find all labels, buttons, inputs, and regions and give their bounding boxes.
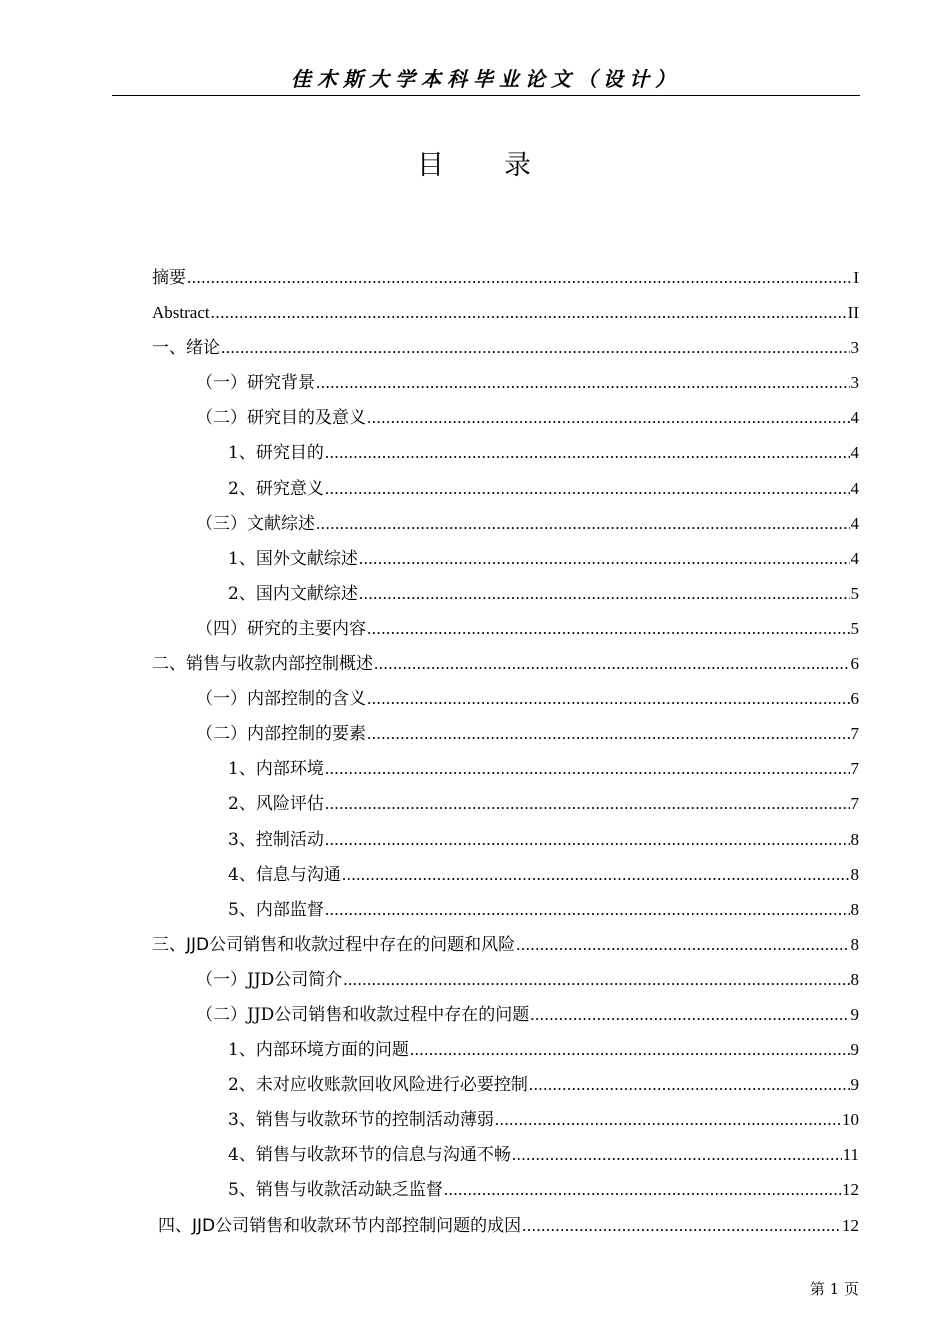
toc-heading-left: 目 (417, 150, 446, 181)
toc-leader-dots (516, 927, 849, 962)
toc-entry-label: 5、销售与收款活动缺乏监督 (228, 1180, 443, 1201)
toc-entry-label: 二、销售与收款内部控制概述 (152, 654, 373, 675)
page-number: 第 1 页 (809, 1280, 859, 1298)
toc-entry[interactable] (152, 751, 859, 786)
toc-entry[interactable] (152, 857, 859, 892)
toc-entry-label: （二）JJD公司销售和收款过程中存在的问题 (196, 1004, 530, 1025)
toc-entry[interactable] (152, 576, 859, 611)
toc-entry-page: 9 (850, 1075, 859, 1095)
toc-leader-dots (325, 786, 850, 821)
toc-entry[interactable] (152, 506, 859, 541)
toc-leader-dots (221, 330, 850, 365)
toc-leader-dots (529, 1067, 850, 1102)
toc-leader-dots (359, 576, 850, 611)
toc-entry-label: 3、销售与收款环节的控制活动薄弱 (228, 1110, 494, 1131)
toc-entry[interactable] (152, 365, 859, 400)
toc-leader-dots (187, 260, 852, 295)
toc-leader-dots (367, 681, 850, 716)
toc-entry[interactable] (152, 400, 859, 435)
toc-entry[interactable] (152, 822, 859, 857)
toc-entry-page: 4 (850, 513, 859, 533)
toc-entry-label: 1、国外文献综述 (228, 548, 358, 569)
toc-entry-page: 8 (850, 899, 859, 919)
toc-entry-page: 12 (842, 1180, 859, 1200)
toc-entry-label: 2、风险评估 (228, 794, 324, 815)
toc-entry[interactable] (152, 681, 859, 716)
document-header-title: 佳木斯大学本科毕业论文（设计） (291, 67, 681, 91)
toc-leader-dots (316, 365, 850, 400)
toc-entry[interactable] (152, 330, 859, 365)
toc-entry-label: 四、JJD公司销售和收款环节内部控制问题的成因 (158, 1215, 522, 1236)
toc-entry-page: 12 (842, 1215, 859, 1235)
toc-entry-page: 10 (842, 1110, 859, 1130)
toc-entry-page: 4 (850, 408, 859, 428)
toc-leader-dots (374, 646, 850, 681)
toc-entry-page: I (853, 268, 859, 287)
toc-entry-label: 4、销售与收款环节的信息与沟通不畅 (228, 1145, 511, 1166)
toc-leader-dots (325, 751, 850, 786)
toc-entry[interactable] (152, 471, 859, 506)
toc-entry-label: Abstract (152, 303, 210, 323)
toc-entry[interactable] (152, 927, 859, 962)
toc-entry-label: 4、信息与沟通 (228, 864, 341, 885)
toc-entry-page: 8 (850, 864, 859, 884)
toc-entry-label: （一）内部控制的含义 (196, 689, 366, 710)
toc-entry-page: 6 (850, 689, 859, 709)
toc-leader-dots (359, 541, 850, 576)
toc-entry-label: （四）研究的主要内容 (196, 618, 366, 639)
toc-heading-right: 录 (504, 150, 533, 181)
toc-entry-page: 3 (850, 338, 859, 358)
toc-leader-dots (512, 1137, 842, 1172)
toc-entry-label: 摘要 (152, 268, 186, 288)
toc-leader-dots (367, 400, 850, 435)
toc-entry[interactable] (152, 1067, 859, 1102)
toc-entry-label: 2、国内文献综述 (228, 583, 358, 604)
toc-entry-page: 8 (850, 969, 859, 989)
toc-entry-label: 1、内部环境方面的问题 (228, 1040, 409, 1061)
toc-entry-label: 2、未对应收账款回收风险进行必要控制 (228, 1075, 528, 1096)
toc-leader-dots (495, 1102, 841, 1137)
toc-entry-label: （二）内部控制的要素 (196, 724, 366, 745)
toc-entry-label: （一）研究背景 (196, 373, 315, 394)
toc-entry[interactable] (152, 962, 859, 997)
toc-leader-dots (325, 435, 850, 470)
toc-leader-dots (211, 295, 847, 330)
toc-entry-page: 8 (850, 829, 859, 849)
toc-leader-dots (325, 892, 850, 927)
toc-entry[interactable] (152, 716, 859, 751)
toc-entry[interactable] (152, 997, 859, 1032)
table-of-contents (152, 260, 859, 1243)
toc-entry[interactable] (152, 892, 859, 927)
toc-entry[interactable] (152, 435, 859, 470)
toc-entry-label: 1、研究目的 (228, 443, 324, 464)
toc-entry-label: 2、研究意义 (228, 478, 324, 499)
toc-entry-page: 3 (850, 373, 859, 393)
toc-entry[interactable] (152, 786, 859, 821)
toc-entry[interactable] (152, 611, 859, 646)
toc-entry-label: 三、JJD公司销售和收款过程中存在的问题和风险 (152, 934, 516, 955)
toc-leader-dots (367, 716, 850, 751)
toc-entry-page: 4 (850, 478, 859, 498)
toc-entry-label: （一）JJD公司简介 (196, 969, 343, 990)
toc-entry-page: 4 (850, 443, 859, 463)
toc-entry-label: 一、绪论 (152, 338, 220, 359)
toc-leader-dots (316, 506, 850, 541)
toc-entry-page: II (847, 303, 859, 323)
toc-entry[interactable] (152, 541, 859, 576)
toc-entry-page: 8 (850, 934, 859, 954)
header-rule (112, 95, 860, 96)
toc-entry[interactable] (152, 1172, 859, 1207)
toc-entry[interactable] (152, 1102, 859, 1137)
toc-entry-label: （三）文献综述 (196, 513, 315, 534)
toc-entry-page: 5 (850, 583, 859, 603)
toc-leader-dots (325, 822, 850, 857)
toc-leader-dots (444, 1172, 841, 1207)
toc-leader-dots (530, 997, 849, 1032)
toc-entry[interactable] (152, 1032, 859, 1067)
toc-entry-page: 6 (850, 654, 859, 674)
toc-leader-dots (342, 857, 850, 892)
toc-entry[interactable] (152, 646, 859, 681)
toc-entry[interactable] (152, 1208, 859, 1243)
toc-entry-label: （二）研究目的及意义 (196, 408, 366, 429)
toc-entry-page: 7 (850, 794, 859, 814)
toc-heading (0, 146, 950, 186)
toc-entry-page: 11 (842, 1145, 859, 1165)
toc-entry-label: 1、内部环境 (228, 759, 324, 780)
toc-leader-dots (343, 962, 849, 997)
toc-entry-label: 5、内部监督 (228, 899, 324, 920)
toc-leader-dots (367, 611, 850, 646)
toc-leader-dots (522, 1208, 841, 1243)
toc-entry-page: 7 (850, 759, 859, 779)
toc-entry-page: 7 (850, 724, 859, 744)
toc-entry-page: 4 (850, 548, 859, 568)
toc-entry[interactable] (152, 295, 859, 330)
toc-entry[interactable] (152, 1137, 859, 1172)
toc-entry-page: 9 (850, 1004, 859, 1024)
toc-entry[interactable] (152, 260, 859, 295)
toc-entry-page: 5 (850, 618, 859, 638)
toc-leader-dots (325, 471, 850, 506)
toc-entry-label: 3、控制活动 (228, 829, 324, 850)
toc-leader-dots (410, 1032, 850, 1067)
toc-entry-page: 9 (850, 1040, 859, 1060)
